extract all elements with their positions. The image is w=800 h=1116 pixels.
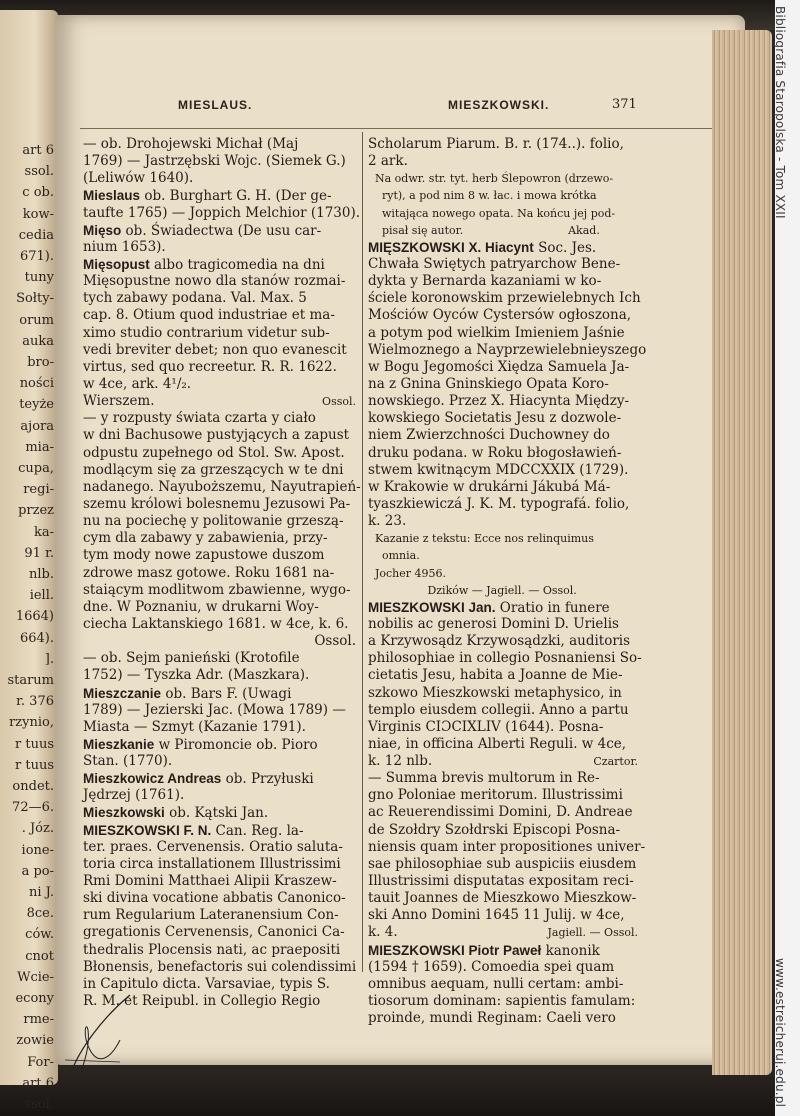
running-head-left: MIESLAUS.	[178, 98, 253, 112]
library-siglum: Czartor.	[593, 755, 638, 769]
left-page-fragment: 1664)	[15, 609, 54, 625]
text-line: nium 1653).	[83, 238, 166, 255]
text-line: (1594 † 1659). Comoedia spei quam	[368, 958, 615, 975]
text-line: tyaszkiewiczá J. K. M. typografá. folio,	[368, 495, 630, 512]
line-text: k. 12 nlb.	[368, 753, 433, 770]
text-line: Kazanie z tekstu: Ecce nos relinquimus	[368, 532, 594, 546]
left-page-fragment: nlb.	[29, 567, 54, 582]
text-line: sae philosophiae sub auspiciis eiusdem	[368, 855, 637, 872]
text-line: ter. praes. Cervenensis. Oratio saluta-	[83, 838, 343, 855]
left-page-fragment: auka	[22, 333, 54, 349]
text-line: w 4ce, ark. 4¹/₂.	[83, 375, 192, 392]
entry-headword: Mięsopust	[83, 256, 150, 272]
text-line	[368, 753, 638, 770]
text-line: — y rozpusty świata czarta y ciało	[83, 410, 316, 427]
archive-sidebar	[775, 0, 800, 1116]
left-page-fragment: c ob.	[22, 185, 54, 201]
entry-headword: Mieszkowicz Andreas	[83, 771, 222, 787]
left-page-fragment: 72—6.	[12, 800, 54, 816]
text-line: druku podana. w Roku błogosławień-	[368, 444, 622, 461]
left-page-fragment: orum	[19, 312, 54, 328]
left-page-fragment: econy	[15, 991, 54, 1006]
left-page-fragment: ni J.	[29, 885, 54, 900]
entry-headword: Mieslaus	[83, 188, 141, 204]
text-line: ryt), a pod nim 8 w. łac. i mowa krótka	[368, 189, 597, 203]
text-line	[368, 924, 638, 941]
text-line: ximo studio contrarium videtur sub-	[83, 324, 330, 341]
left-page-fragment: ondet.	[12, 779, 54, 794]
text-line: Illustrissimi disputatas expositam reci-	[368, 873, 634, 890]
text-line: w Bogu Jegomości Xiędza Samuela Ja-	[368, 358, 630, 375]
line-text: ob. Przyłuski	[221, 771, 314, 788]
line-text: Oratio in funere	[495, 599, 610, 616]
left-page-fragment: regi-	[23, 482, 54, 498]
page-number: 371	[612, 97, 637, 112]
text-line: w Krakowie w drukárni Jákubá Má-	[368, 478, 611, 495]
text-line: kowskiego Societatis Jesu z dozwole-	[368, 410, 622, 427]
left-page-fragment: 91 r.	[24, 545, 54, 561]
left-page-fragment: cupa,	[18, 461, 54, 476]
text-line: Virginis CIƆCIXLIV (1644). Posna-	[368, 718, 604, 735]
text-line: (Leliwów 1640).	[83, 170, 194, 187]
text-line: philosophiae in collegio Posnaniensi So-	[368, 650, 642, 667]
left-page-fragment: art 6	[22, 143, 54, 158]
sidebar-url: www.estreicheruj.edu.pl	[773, 958, 787, 1108]
left-page-fragment: art 6	[22, 1075, 54, 1091]
left-page-fragment: zowie	[16, 1033, 54, 1049]
text-line	[83, 685, 356, 702]
left-page-fragment: cnot	[25, 948, 54, 964]
right-column	[368, 136, 647, 1027]
line-text: Wierszem.	[83, 393, 155, 410]
text-line: dne. W Poznaniu, w drukarni Woy-	[83, 598, 319, 615]
text-line: Miasta — Szmyt (Kazanie 1791).	[83, 718, 306, 735]
text-line: niensis quam inter propositiones univer-	[368, 838, 646, 855]
text-line: na z Gnina Gninskiego Opata Koro-	[368, 375, 609, 392]
text-line: — ob. Sejm panieński (Krotofile	[83, 650, 300, 667]
text-line: dykta y Bernarda kazaniami w ko-	[368, 273, 602, 290]
text-line: rum Regularium Lateranensium Con-	[83, 907, 339, 924]
left-page-fragment: 8ce.	[26, 906, 54, 922]
line-text: k. 4.	[368, 924, 398, 941]
entry-headword: Mieszczanie	[83, 685, 162, 701]
left-page-fragment: a po-	[21, 863, 54, 879]
left-page-fragment: ajora	[20, 418, 54, 434]
text-line: 1752) — Tyszka Adr. (Maszkara).	[83, 667, 310, 684]
text-line	[83, 256, 356, 273]
line-text: kanonik	[541, 942, 600, 959]
text-line	[83, 222, 356, 239]
text-line: vedi breviter debet; non quo evanescit	[83, 341, 347, 358]
left-page-fragment: ka-	[33, 524, 54, 540]
text-line: toria circa installationem Illustrissimi	[83, 855, 341, 872]
text-line: taufte 1765) — Joppich Melchior (1730).	[83, 204, 361, 221]
text-line: szemu królowi bolesnemu Jezusowi Pa-	[83, 495, 351, 512]
entry-headword: MIESZKOWSKI Piotr Paweł	[368, 942, 542, 958]
left-page-fragment: r tuus	[15, 757, 54, 773]
text-line: cietatis Jesu, habita a Joanne de Mie-	[368, 667, 623, 684]
text-line: 2 ark.	[368, 153, 408, 170]
text-line: ac Reuerendissimi Domini, D. Andreae	[368, 804, 633, 821]
text-line	[368, 239, 638, 256]
text-line: templo eiusdem collegii. Anno a partu	[368, 701, 629, 718]
left-page-fragment: cedia	[18, 227, 54, 243]
left-page-fragment: r tuus	[15, 736, 54, 752]
text-line: Jędrzej (1761).	[83, 787, 185, 804]
text-line	[83, 736, 356, 753]
left-page-fragment: rme-	[23, 1012, 54, 1028]
text-line: zdrowe masz gotowe. Roku 1681 na-	[83, 564, 335, 581]
text-line: Scholarum Piarum. B. r. (174..). folio,	[368, 136, 624, 152]
entry-headword: Mieszkanie	[83, 736, 155, 752]
text-line: cap. 8. Otium quod industriae et ma-	[83, 307, 335, 324]
text-line: de Szołdry Szołdrski Episcopi Posna-	[368, 821, 621, 838]
text-line: R. M. et Reipubl. in Collegio Regio	[83, 993, 321, 1010]
text-line: ciecha Laktanskiego 1681. w 4ce, k. 6.	[83, 615, 349, 632]
text-line: omnibus aequam, nulli certam: ambi-	[368, 975, 624, 992]
text-line: Ossol.	[314, 633, 356, 650]
line-text: w Piromoncie ob. Pioro	[154, 736, 318, 753]
text-line: Jocher 4956.	[368, 566, 447, 580]
text-line: 1789) — Jezierski Jac. (Mowa 1789) —	[83, 701, 346, 718]
text-line: niae, in officina Alberti Reguli. w 4ce,	[368, 735, 627, 752]
left-page-fragment: teyże	[19, 397, 54, 413]
left-page-fragment: For-	[27, 1054, 54, 1070]
left-page-fragment: 664).	[19, 630, 54, 646]
entry-headword: Mieszkowski	[83, 805, 165, 821]
text-line: w dni Bachusowe pustyjących a zapust	[83, 427, 350, 444]
left-page-fragment: . Józ.	[21, 821, 54, 837]
left-page-fragment: tuny	[24, 270, 54, 286]
text-line: szkowo Mieszkowski metaphysico, in	[368, 684, 622, 701]
text-line: virtus, sed quo recreetur. R. R. 1622.	[83, 358, 337, 375]
text-line: tauit Joannes de Mieszkowo Mieszkow-	[368, 890, 637, 907]
line-text: Can. Reg. la-	[211, 822, 304, 839]
text-line: in Capitulo dicta. Varsaviae, typis S.	[83, 975, 330, 992]
page-stack-edges	[712, 30, 772, 1075]
text-line: omnia.	[368, 549, 420, 563]
column-divider	[362, 132, 363, 972]
header-rule	[80, 128, 712, 129]
line-text: ob. Bars F. (Uwagi	[161, 685, 292, 702]
entry-headword: Mięso	[83, 222, 122, 238]
text-line	[368, 942, 638, 959]
line-text: Soc. Jes.	[533, 239, 597, 256]
left-page-fragment: bro-	[27, 355, 54, 370]
left-page-fragment: Wcie-	[17, 969, 54, 985]
text-line: nu na pociechę y politowanie grzeszą-	[83, 513, 344, 530]
line-text: ob. Kątski Jan.	[164, 805, 269, 822]
entry-headword: MIĘSZKOWSKI X. Hiacynt	[368, 239, 534, 255]
left-page-fragment: Sołty-	[16, 291, 54, 307]
text-line: Błonensis, benefactoris sui colendissimi	[83, 958, 357, 975]
text-line	[83, 393, 356, 410]
text-line: witająca nowego opata. Na końcu jej pod-	[368, 206, 616, 220]
text-line: proinde, mundi Reginam: Caeli vero	[368, 1010, 616, 1027]
line-text: albo tragicomedia na dni	[149, 256, 325, 273]
left-page-fragment: r. 376	[16, 694, 54, 710]
text-line: a potym pod wielkim Imieniem Jaśnie	[368, 324, 625, 341]
left-page-fragment: iell.	[29, 588, 54, 604]
text-line: a Krzywosądz Krzywosądzki, auditoris	[368, 633, 631, 650]
left-page-fragment: ności	[19, 376, 54, 392]
text-line: Na odwr. str. tyt. herb Ślepowron (drzewo-	[368, 172, 614, 186]
library-siglum: Ossol.	[322, 395, 356, 409]
text-line: Wielmoznego a Nayprzewielebnieyszego	[368, 341, 647, 358]
left-page-fragment: ców.	[25, 927, 54, 943]
library-siglum: Jagiell. — Ossol.	[547, 926, 638, 940]
left-column	[83, 136, 361, 1010]
left-page-edge	[0, 10, 58, 1112]
text-line: ski divina vocatione abbatis Canonico-	[83, 890, 346, 907]
running-head-center: MIESZKOWSKI.	[448, 98, 550, 112]
text-line: tym mody nowe zapustowe duszom	[83, 547, 325, 564]
text-line: Mięsopustne nowo dla stanów rozmai-	[83, 273, 346, 290]
text-line: Dzików — Jagiell. — Ossol.	[368, 583, 577, 597]
text-line: stwem kwitnącym MDCCXXIX (1729).	[368, 461, 629, 478]
left-page-fragment: ssol.	[24, 164, 54, 180]
text-line: ski Anno Domini 1645 11 Julij. w 4ce,	[368, 907, 625, 924]
text-line: — Summa brevis multorum in Re-	[368, 770, 600, 787]
text-line: Rmi Domini Matthaei Alipii Kraszew-	[83, 873, 337, 890]
text-line	[368, 599, 638, 616]
handwritten-signature-mark	[60, 990, 140, 1080]
text-line: odpustu zupełnego od Stol. Sw. Apost.	[83, 444, 345, 461]
text-line: Mościów Oyców Cystersów ogłoszona,	[368, 307, 632, 324]
left-page-fragment: kow-	[22, 206, 54, 222]
text-line: k. 23.	[368, 513, 407, 530]
left-page-fragment: ssol.	[24, 1097, 54, 1112]
line-text: ob. Świadectwa (De usu car-	[121, 222, 322, 239]
entry-headword: MIESZKOWSKI Jan.	[368, 599, 496, 615]
text-line: modlącym się za grzeszących w te dni	[83, 461, 344, 478]
text-line: pisał się autor. Akad.	[368, 223, 600, 237]
text-line: — ob. Drohojewski Michał (Maj	[83, 136, 299, 152]
left-page-fragment: ione-	[21, 842, 54, 858]
text-line: nowskiego. Przez X. Hiacynta Między-	[368, 393, 630, 410]
entry-headword: MIESZKOWSKI F. N.	[83, 822, 212, 838]
text-line: ściele koronowskim przewielebnych Ich	[368, 290, 641, 307]
left-page-fragment: mia-	[25, 439, 54, 455]
left-page-fragment: przez	[18, 503, 54, 519]
text-line: Stan. (1770).	[83, 753, 173, 770]
text-line: nadanego. Nayuboższemu, Nayutrapień-	[83, 478, 361, 495]
text-line: 1769) — Jastrzębski Wojc. (Siemek G.)	[83, 153, 346, 170]
text-line: staiącym modlitwom zbawienne, wygo-	[83, 581, 351, 598]
text-line	[83, 804, 356, 821]
line-text: ob. Burghart G. H. (Der ge-	[140, 188, 332, 205]
sidebar-title: Bibliografia Staropolska - Tom XXII	[773, 6, 787, 219]
text-line: tiosorum dominam: sapientis famulam:	[368, 993, 636, 1010]
text-line	[83, 187, 356, 204]
left-page-fragment: 671).	[19, 249, 54, 264]
text-line: niem Zwierzchności Duchowney do	[368, 427, 610, 444]
text-line: cym dla zabawy y zabawienia, przy-	[83, 530, 328, 547]
text-line: thedralis Plocensis nati, ac praepositi	[83, 941, 341, 958]
left-page-fragment: rzynio,	[9, 715, 54, 731]
left-page-fragment: ].	[44, 651, 54, 667]
text-line: gno Poloniae meritorum. Illustrissimi	[368, 787, 623, 804]
left-page-fragment: starum	[7, 673, 54, 688]
text-line: Chwała Swiętych patryarchow Bene-	[368, 255, 621, 272]
text-line: nobilis ac generosi Domini D. Urielis	[368, 615, 619, 632]
text-line	[83, 822, 356, 839]
text-line: tych zabawy podana. Val. Max. 5	[83, 290, 307, 307]
text-line: gregationis Cervenensis, Canonici Ca-	[83, 924, 345, 941]
text-line	[83, 770, 356, 787]
